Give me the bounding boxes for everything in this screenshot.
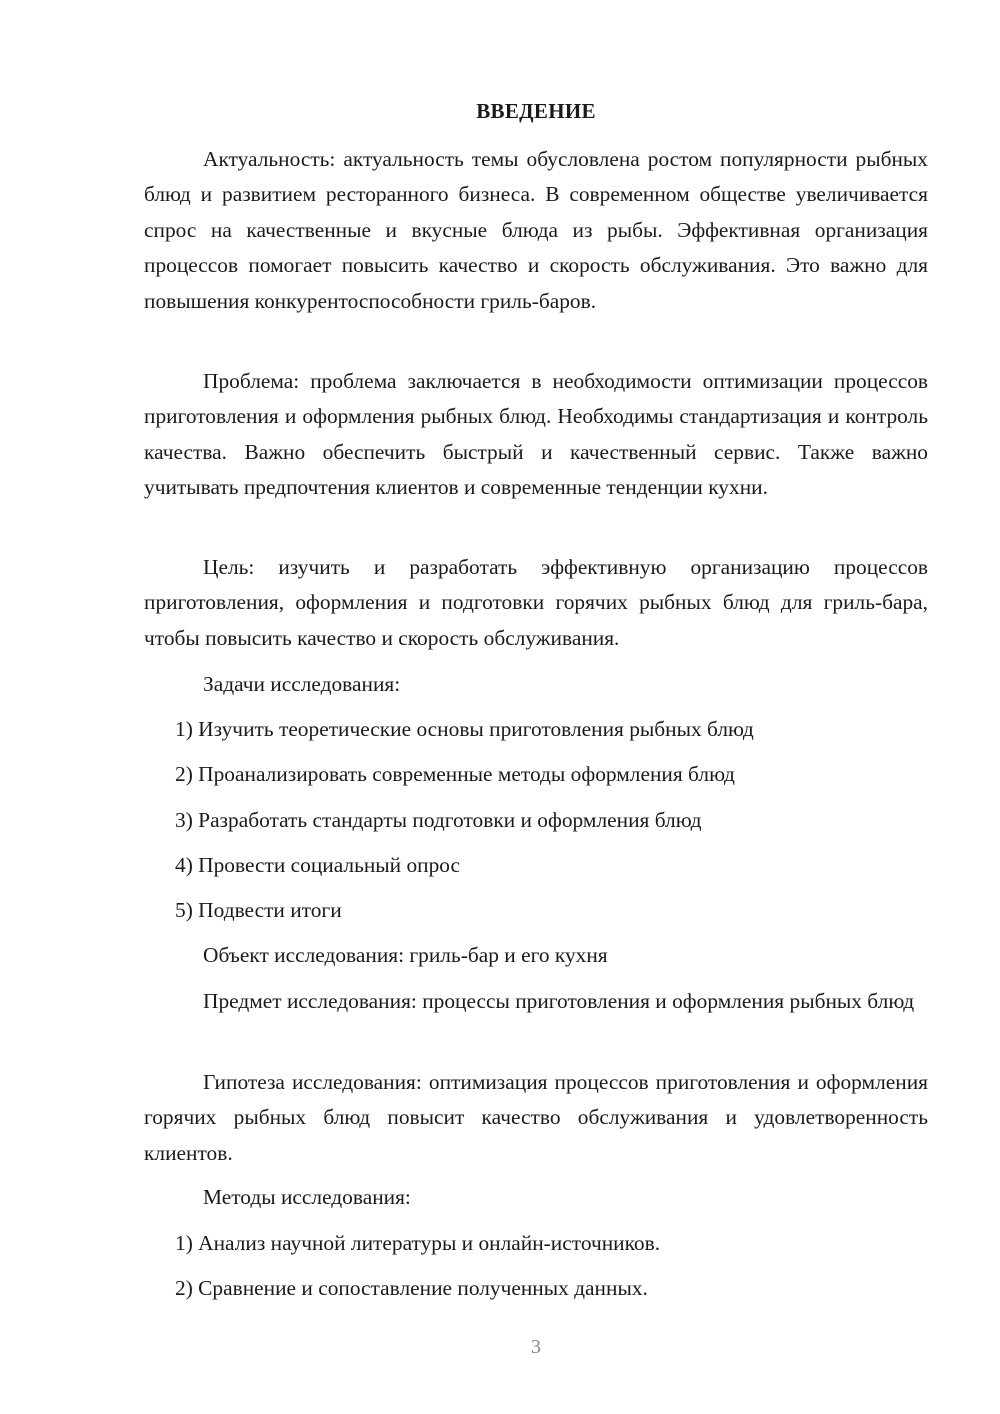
method-item: 1) Анализ научной литературы и онлайн-источников. (175, 1231, 661, 1255)
methods-heading: Методы исследования: (203, 1185, 411, 1209)
problem-paragraph: Проблема: проблема заключается в необходимости оптимизации процессов приготовления и оформления рыбных блюд. Необходимы стандартизация и контроль качества. Важно обеспечить быстрый и качественный сервис. Также важно учитывать предпочтения клиентов и современные тенденции кухни. (144, 369, 928, 500)
task-item: 2) Проанализировать современные методы оформления блюд (175, 762, 735, 786)
hypothesis-paragraph: Гипотеза исследования: оптимизация процессов приготовления и оформления горячих рыбных блюд повысит качество обслуживания и удовлетворенность клиентов. (144, 1070, 928, 1165)
task-item: 3) Разработать стандарты подготовки и оформления блюд (175, 808, 702, 832)
tasks-heading: Задачи исследования: (203, 672, 401, 696)
task-item: 4) Провести социальный опрос (175, 853, 461, 877)
relevance-paragraph: Актуальность: актуальность темы обусловлена ростом популярности рыбных блюд и развитием ресторанного бизнеса. В современном обществе увеличивается спрос на качественные и вкусные блюда из рыбы. Эффективная организация процессов помогает повысить качество и скорость обслуживания. Это важно для повышения конкурентоспособности гриль-баров. (144, 147, 928, 313)
method-item: 2) Сравнение и сопоставление полученных данных. (175, 1276, 648, 1300)
page-number: 3 (531, 1336, 541, 1358)
document-page (144, 0, 928, 1414)
subject-paragraph: Предмет исследования: процессы приготовления и оформления рыбных блюд (203, 989, 915, 1013)
task-item: 5) Подвести итоги (175, 898, 342, 922)
task-item: 1) Изучить теоретические основы приготовления рыбных блюд (175, 717, 754, 741)
object-line: Объект исследования: гриль-бар и его кухня (203, 943, 608, 967)
goal-paragraph: Цель: изучить и разработать эффективную организацию процессов приготовления, оформления и подготовки горячих рыбных блюд для гриль-бара, чтобы повысить качество и скорость обслуживания. (144, 555, 928, 650)
page-title: ВВЕДЕНИЕ (476, 99, 596, 123)
